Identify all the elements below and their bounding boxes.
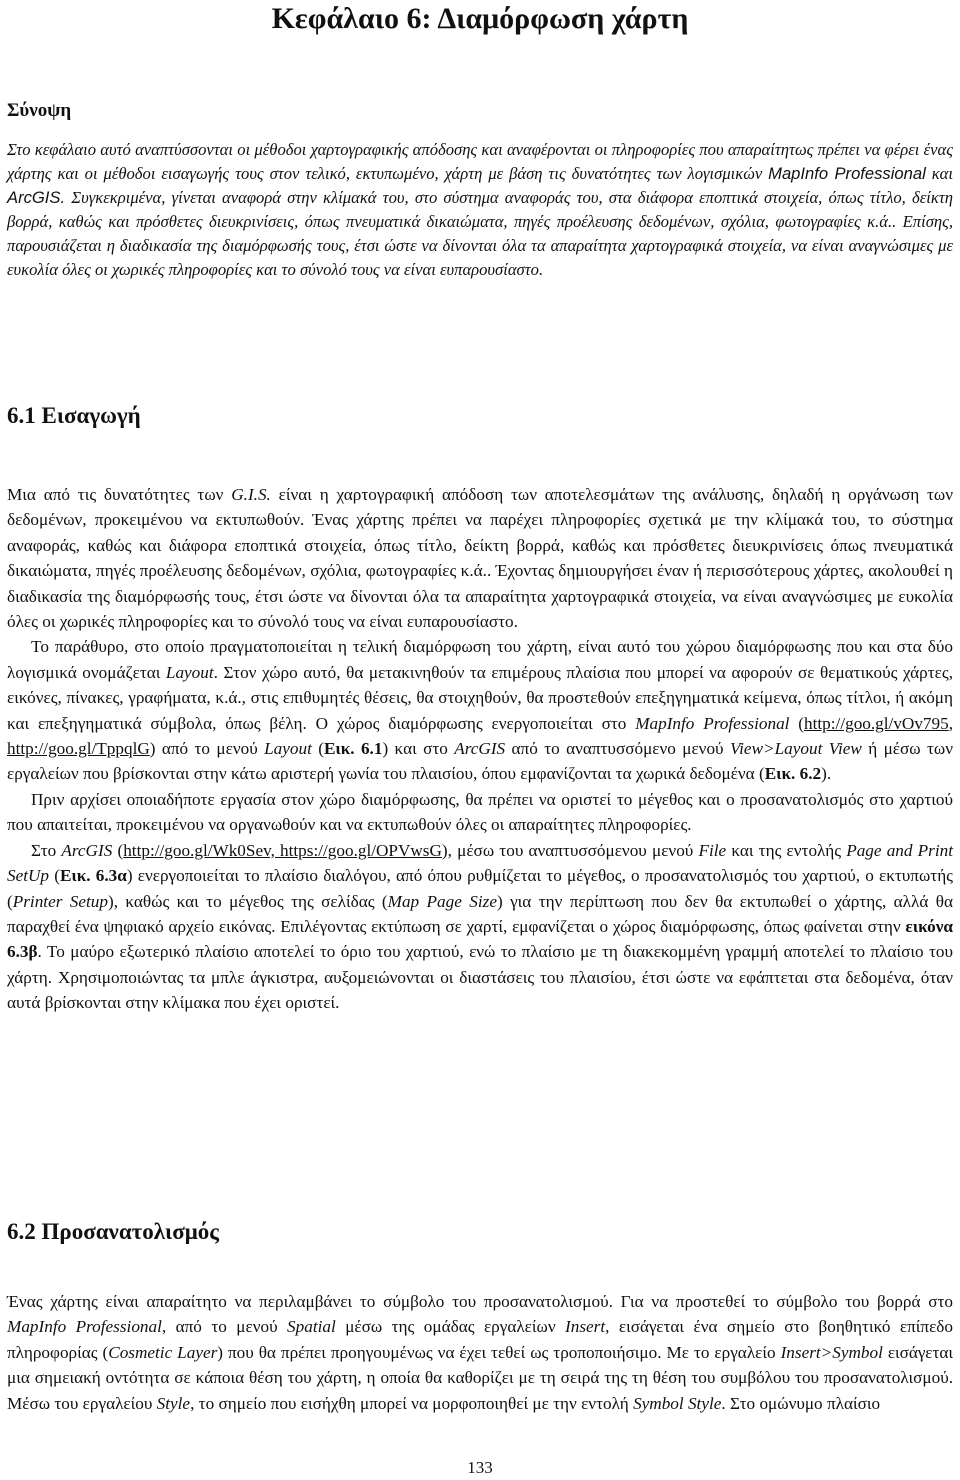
chapter-title: Κεφάλαιο 6: Διαμόρφωση χάρτη — [271, 2, 689, 35]
text-run: Στο — [31, 840, 62, 860]
section-6-1-paragraph-3: Πριν αρχίσει οποιαδήποτε εργασία στον χώρο διαμόρφωσης, θα πρέπει να οριστεί το μέγεθος και ο προσανατολισμός στο χαρτιού που απαιτείται, προκειμένου να οργανωθούν και να εκτυπωθούν όλες οι απαραίτητες πληροφορίες. — [7, 789, 953, 835]
summary-paragraph — [7, 138, 953, 282]
term-printer-setup: Printer Setup — [12, 891, 108, 911]
section-heading-6-2: 6.2 Προσανατολισμός — [7, 1219, 219, 1244]
term-style: Style — [156, 1393, 191, 1413]
text-run: ( — [311, 739, 324, 759]
text-run: . Το μαύρο εξωτερικό πλαίσιο αποτελεί το όριο του χαρτιού, ενώ το πλαίσιο με τη διακεκομμένη γραμμή αποτελεί το πλαίσιο του χάρτη. Χρησιμοποιώντας τα μπλε άγκιστρα, αυξομειώνονται οι διαστάσεις του πλαισίου, έτσι ώστε να εφάπτεται στα δεδομένα, όταν αυτά βρίσκονται στην κλίμακα που έχει οριστεί. — [7, 942, 953, 1013]
term-arcgis: ArcGIS — [61, 840, 113, 860]
figure-ref-6-2: Εικ. 6.2 — [764, 764, 822, 784]
term-layout-menu: Layout — [264, 739, 312, 759]
link-arcgis[interactable]: http://goo.gl/Wk0Sev, https://goo.gl/OPVwsG — [123, 840, 442, 860]
text-run: ( — [49, 866, 60, 886]
text-run: ( — [789, 713, 805, 733]
section-6-1-paragraph-1 — [7, 482, 953, 634]
text-run: ( — [112, 840, 124, 860]
text-run: . Στο ομώνυμο πλαίσιο — [721, 1393, 881, 1413]
section-6-1-paragraph-2 — [7, 634, 953, 786]
term-cosmetic-layer: Cosmetic Layer — [108, 1342, 218, 1362]
text-run: ), μέσω του αναπτυσσόμενου μενού — [441, 840, 699, 860]
text-run: Το παράθυρο, στο οποίο πραγματοποιείται η τελική διαμόρφωση του χάρτη, είναι αυτό του χώρου διαμόρφωσης που και στα δύο λογισμικά ονομάζεται — [7, 637, 953, 682]
text-run: ) που θα πρέπει προηγουμένως να έχει τεθεί ως τροποποιήσιμο. Με το εργαλείο — [217, 1342, 781, 1362]
text-run: Μια από τις δυνατότητες των — [7, 485, 232, 504]
text-run: ), καθώς και το μέγεθος της σελίδας ( — [107, 891, 388, 911]
term-symbol-style: Symbol Style — [633, 1393, 722, 1413]
text-run: ) από το μενού — [149, 739, 265, 759]
figure-ref-6-3b: εικόνα 6.3β — [7, 916, 953, 962]
section-6-1-paragraph-4 — [7, 838, 953, 1016]
text-run: από το αναπτυσσόμενο μενού — [505, 739, 730, 759]
summary-text-2: και — [925, 164, 954, 183]
term-mapinfo: MapInfo Professional — [635, 713, 790, 733]
text-run: ) και στο — [382, 739, 455, 759]
term-insert-symbol: Insert>Symbol — [780, 1342, 883, 1362]
term-arcgis: ArcGIS — [454, 739, 506, 759]
term-map-page-size: Map Page Size — [387, 891, 497, 911]
section-6-1-body — [7, 482, 953, 1016]
term-spatial: Spatial — [287, 1317, 336, 1337]
term-page-print-setup: Page and Print SetUp — [7, 840, 953, 886]
figure-ref-6-3a: Εικ. 6.3α — [59, 866, 127, 886]
text-run: , το σημείο που εισήχθη μπορεί να μορφοποιηθεί με την εντολή — [190, 1393, 634, 1413]
term-view-layout: View>Layout View — [729, 739, 862, 759]
section-6-2-paragraph-1 — [7, 1289, 953, 1416]
text-run: ). — [821, 764, 832, 784]
summary-term-mapinfo: MapInfo Professional — [768, 164, 926, 183]
text-run: , από το μενού — [161, 1317, 288, 1337]
page-number: 133 — [467, 1458, 493, 1477]
text-run: , εισάγεται ένα σημείο στο βοηθητικό επίπεδο πληροφορίας ( — [7, 1317, 953, 1362]
text-run: ) ενεργοποιείται το πλαίσιο διαλόγου, από όπου ρυθμίζεται το μέγεθος, ο προσανατολισμός του χαρτιού, ο εκτυπωτής ( — [7, 866, 953, 911]
text-run: και της εντολής — [726, 840, 847, 860]
section-6-2-body — [7, 1289, 953, 1416]
link-mapinfo-1[interactable]: http://goo.gl/vOv795 — [804, 713, 949, 733]
summary-heading: Σύνοψη — [7, 100, 72, 121]
text-run: , — [948, 713, 953, 733]
figure-ref-6-1: Εικ. 6.1 — [323, 739, 383, 759]
text-run: μέσω της ομάδας εργαλείων — [335, 1317, 566, 1337]
term-file: File — [698, 840, 727, 860]
term-mapinfo: MapInfo Professional — [7, 1317, 162, 1337]
text-run: . Στον χώρο αυτό, θα μετακινηθούν τα επιμέρους πλαίσια που μπορεί να αφορούν σε θεματικούς χάρτες, εικόνες, πίνακες, γραφήματα, κ.ά., στις επιθυμητές θέσεις, θα στοιχηθούν, θα προστεθούν επεξηγηματικά κείμενα, όπως τίτλοι, ή ακόμη και επεξηγηματικά σύμβολα, όπως βέλη. Ο χώρος διαμόρφωσης ενεργοποιείται στο — [7, 662, 953, 733]
term-gis: G.I.S. — [231, 485, 271, 504]
section-heading-6-1: 6.1 Εισαγωγή — [7, 403, 141, 428]
text-run: είναι η χαρτογραφική απόδοση των αποτελεσμάτων της ανάλυσης, δηλαδή η οργάνωση των δεδομένων, προκειμένου να εκτυπωθούν. Ένας χάρτης πρέπει να παρέχει πληροφορίες σχετικά με την κλίμακά του, το σύστημα αναφοράς, καθώς και διάφορα εποπτικά στοιχεία, όπως τίτλο, δείκτη βορρά, καθώς και πρόσθετες διευκρινίσεις όπως πνευματικά δικαιώματα, πηγές προέλευσης δεδομένων, σχόλια, φωτογραφίες κ.ά.. Έχοντας δημιουργήσει έναν ή περισσότερους χάρτες, ακολουθεί η διαδικασία της διαμόρφωσής τους, έτσι ώστε να δίνονται όλα τα απαραίτητα χαρτογραφικά στοιχεία, να είναι αναγνώσιμες με ευκολία όλες οι χωρικές πληροφορίες και το σύνολό τους να είναι ευπαρουσίαστο. — [7, 485, 954, 632]
summary-text-3: Συγκεκριμένα, γίνεται αναφορά στην κλίμακά του, στο σύστημα αναφοράς του, στα διάφορα εποπτικά στοιχεία, όπως τίτλο, δείκτη βορρά, καθώς και πρόσθετες διευκρινίσεις, όπως πνευματικά δικαιώματα, πηγές προέλευσης δεδομένων, σχόλια, φωτογραφίες κ.ά.. Επίσης, παρουσιάζεται η διαδικασία της διαμόρφωσής τους, έτσι ώστε να δίνονται όλα τα απαραίτητα χαρτογραφικά στοιχεία, να είναι αναγνώσιμες με ευκολία όλες οι χωρικές πληροφορίες και το σύνολό τους να είναι ευπαρουσίαστο. — [7, 188, 953, 279]
link-mapinfo-2[interactable]: http://goo.gl/TppqlG — [7, 739, 150, 759]
term-insert: Insert — [565, 1317, 606, 1337]
term-layout: Layout — [165, 662, 214, 682]
text-run: ή μέσω των εργαλείων που βρίσκονται στην κάτω αριστερή γωνία του πλαισίου, όπου εμφανίζονται τα χωρικά δεδομένα ( — [7, 739, 953, 784]
summary-text-1: Στο κεφάλαιο αυτό αναπτύσσονται οι μέθοδοι χαρτογραφικής απόδοσης και αναφέρονται οι πληροφορίες που απαραίτητως πρέπει να φέρει ένας χάρτης και οι μέθοδοι εισαγωγής τους στον τελικό, εκτυπωμένο, χάρτη με βάση τις δυνατότητες των λογισμικών — [7, 140, 953, 183]
text-run: ) για την περίπτωση που δεν θα εκτυπωθεί ο χάρτης, αλλά θα παραχθεί ένα ψηφιακό αρχείο εικόνας. Επιλέγοντας εκτύπωση σε χαρτί, εμφανίζεται ο χώρος διαμόρφωσης, όπως φαίνεται στην — [7, 891, 953, 936]
text-run: Ένας χάρτης είναι απαραίτητο να περιλαμβάνει το σύμβολο του προσανατολισμού. Για να προστεθεί το σύμβολο του βορρά στο — [7, 1292, 953, 1311]
text-run: εισάγεται μια σημειακή οντότητα σε κάποια θέση του χάρτη, η οποία θα καθορίζει με τη σειρά της τη θέση του συμβόλου του προσανατολισμού. Μέσω του εργαλείου — [7, 1342, 953, 1413]
summary-term-arcgis: ArcGIS. — [7, 188, 66, 207]
